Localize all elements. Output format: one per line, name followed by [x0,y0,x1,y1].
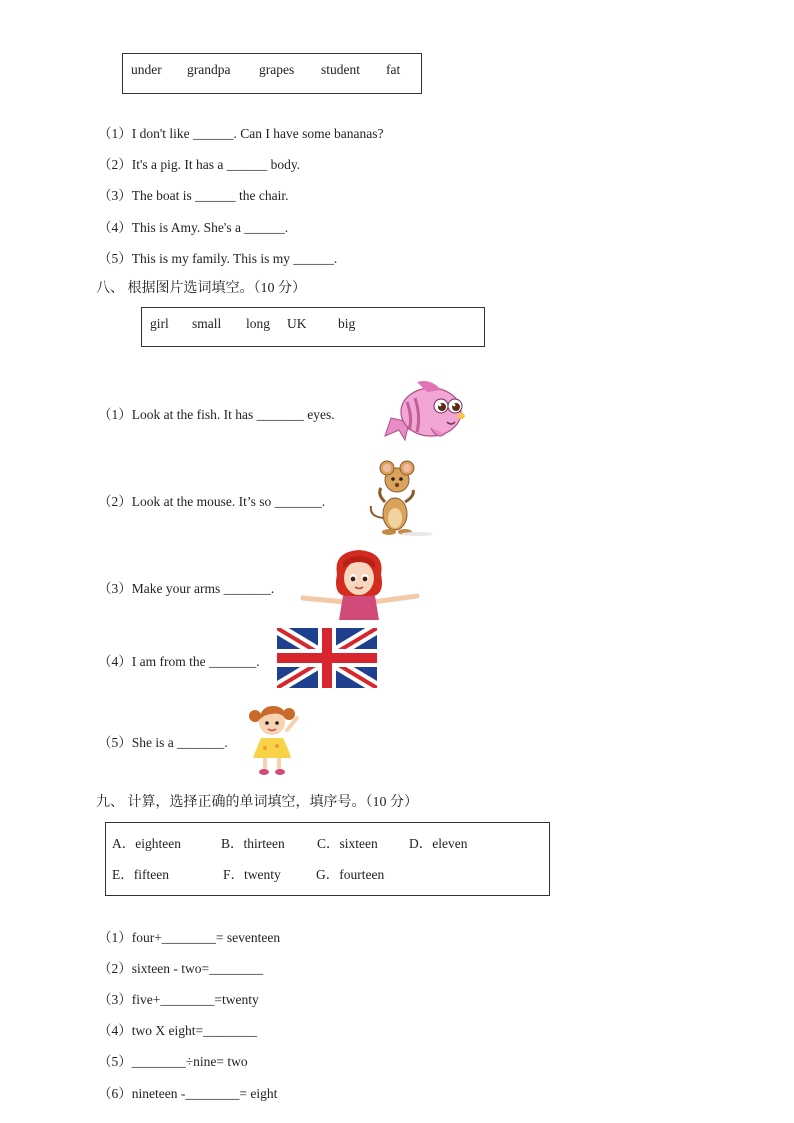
question-8-3: （3）Make your arms _______. [98,581,275,596]
option-item: B．thirteen [221,836,285,851]
question-8-5: （5）She is a _______. [98,735,228,750]
word-option: grandpa [187,62,231,77]
option-item: G．fourteen [316,867,385,882]
question-7-3: （3）The boat is ______ the chair. [98,188,289,203]
girl-arms-icon [293,548,425,620]
word-box-7 [122,53,422,94]
section-9-title: 九、 计算，选择正确的单词填空，填序号。（10 分） [96,795,418,810]
little-girl-icon [243,700,303,778]
question-9-6: （6）nineteen -________= eight [98,1086,278,1101]
question-7-4: （4）This is Amy. She's a ______. [98,220,289,235]
options-box-9 [105,822,550,896]
question-9-1: （1）four+________= seventeen [98,930,281,945]
word-option: UK [287,316,307,331]
question-8-4: （4）I am from the _______. [98,654,260,669]
question-9-5: （5）________÷nine= two [98,1054,248,1069]
word-option: girl [150,316,169,331]
uk-flag-icon [277,628,377,688]
word-option: grapes [259,62,295,77]
question-9-3: （3）five+________=twenty [98,992,259,1007]
mouse-icon [365,458,441,538]
question-8-2: （2）Look at the mouse. It’s so _______. [98,494,326,509]
option-item: F．twenty [223,867,281,882]
question-7-1: （1）I don't like ______. Can I have some bananas? [98,126,384,141]
word-option: big [338,316,356,331]
word-box-8 [141,307,485,347]
fish-icon [383,378,473,446]
word-option: under [131,62,162,77]
option-item: C．sixteen [317,836,378,851]
question-8-1: （1）Look at the fish. It has _______ eyes. [98,407,335,422]
word-option: fat [386,62,401,77]
question-7-5: （5）This is my family. This is my ______. [98,251,338,266]
option-item: E．fifteen [112,867,169,882]
word-option: student [321,62,360,77]
option-item: A．eighteen [112,836,181,851]
word-option: small [192,316,222,331]
option-item: D．eleven [409,836,468,851]
question-9-2: （2）sixteen - two=________ [98,961,264,976]
question-7-2: （2）It's a pig. It has a ______ body. [98,157,301,172]
question-9-4: （4）two X eight=________ [98,1023,258,1038]
section-8-title: 八、 根据图片选词填空。（10 分） [96,281,306,296]
word-option: long [246,316,271,331]
